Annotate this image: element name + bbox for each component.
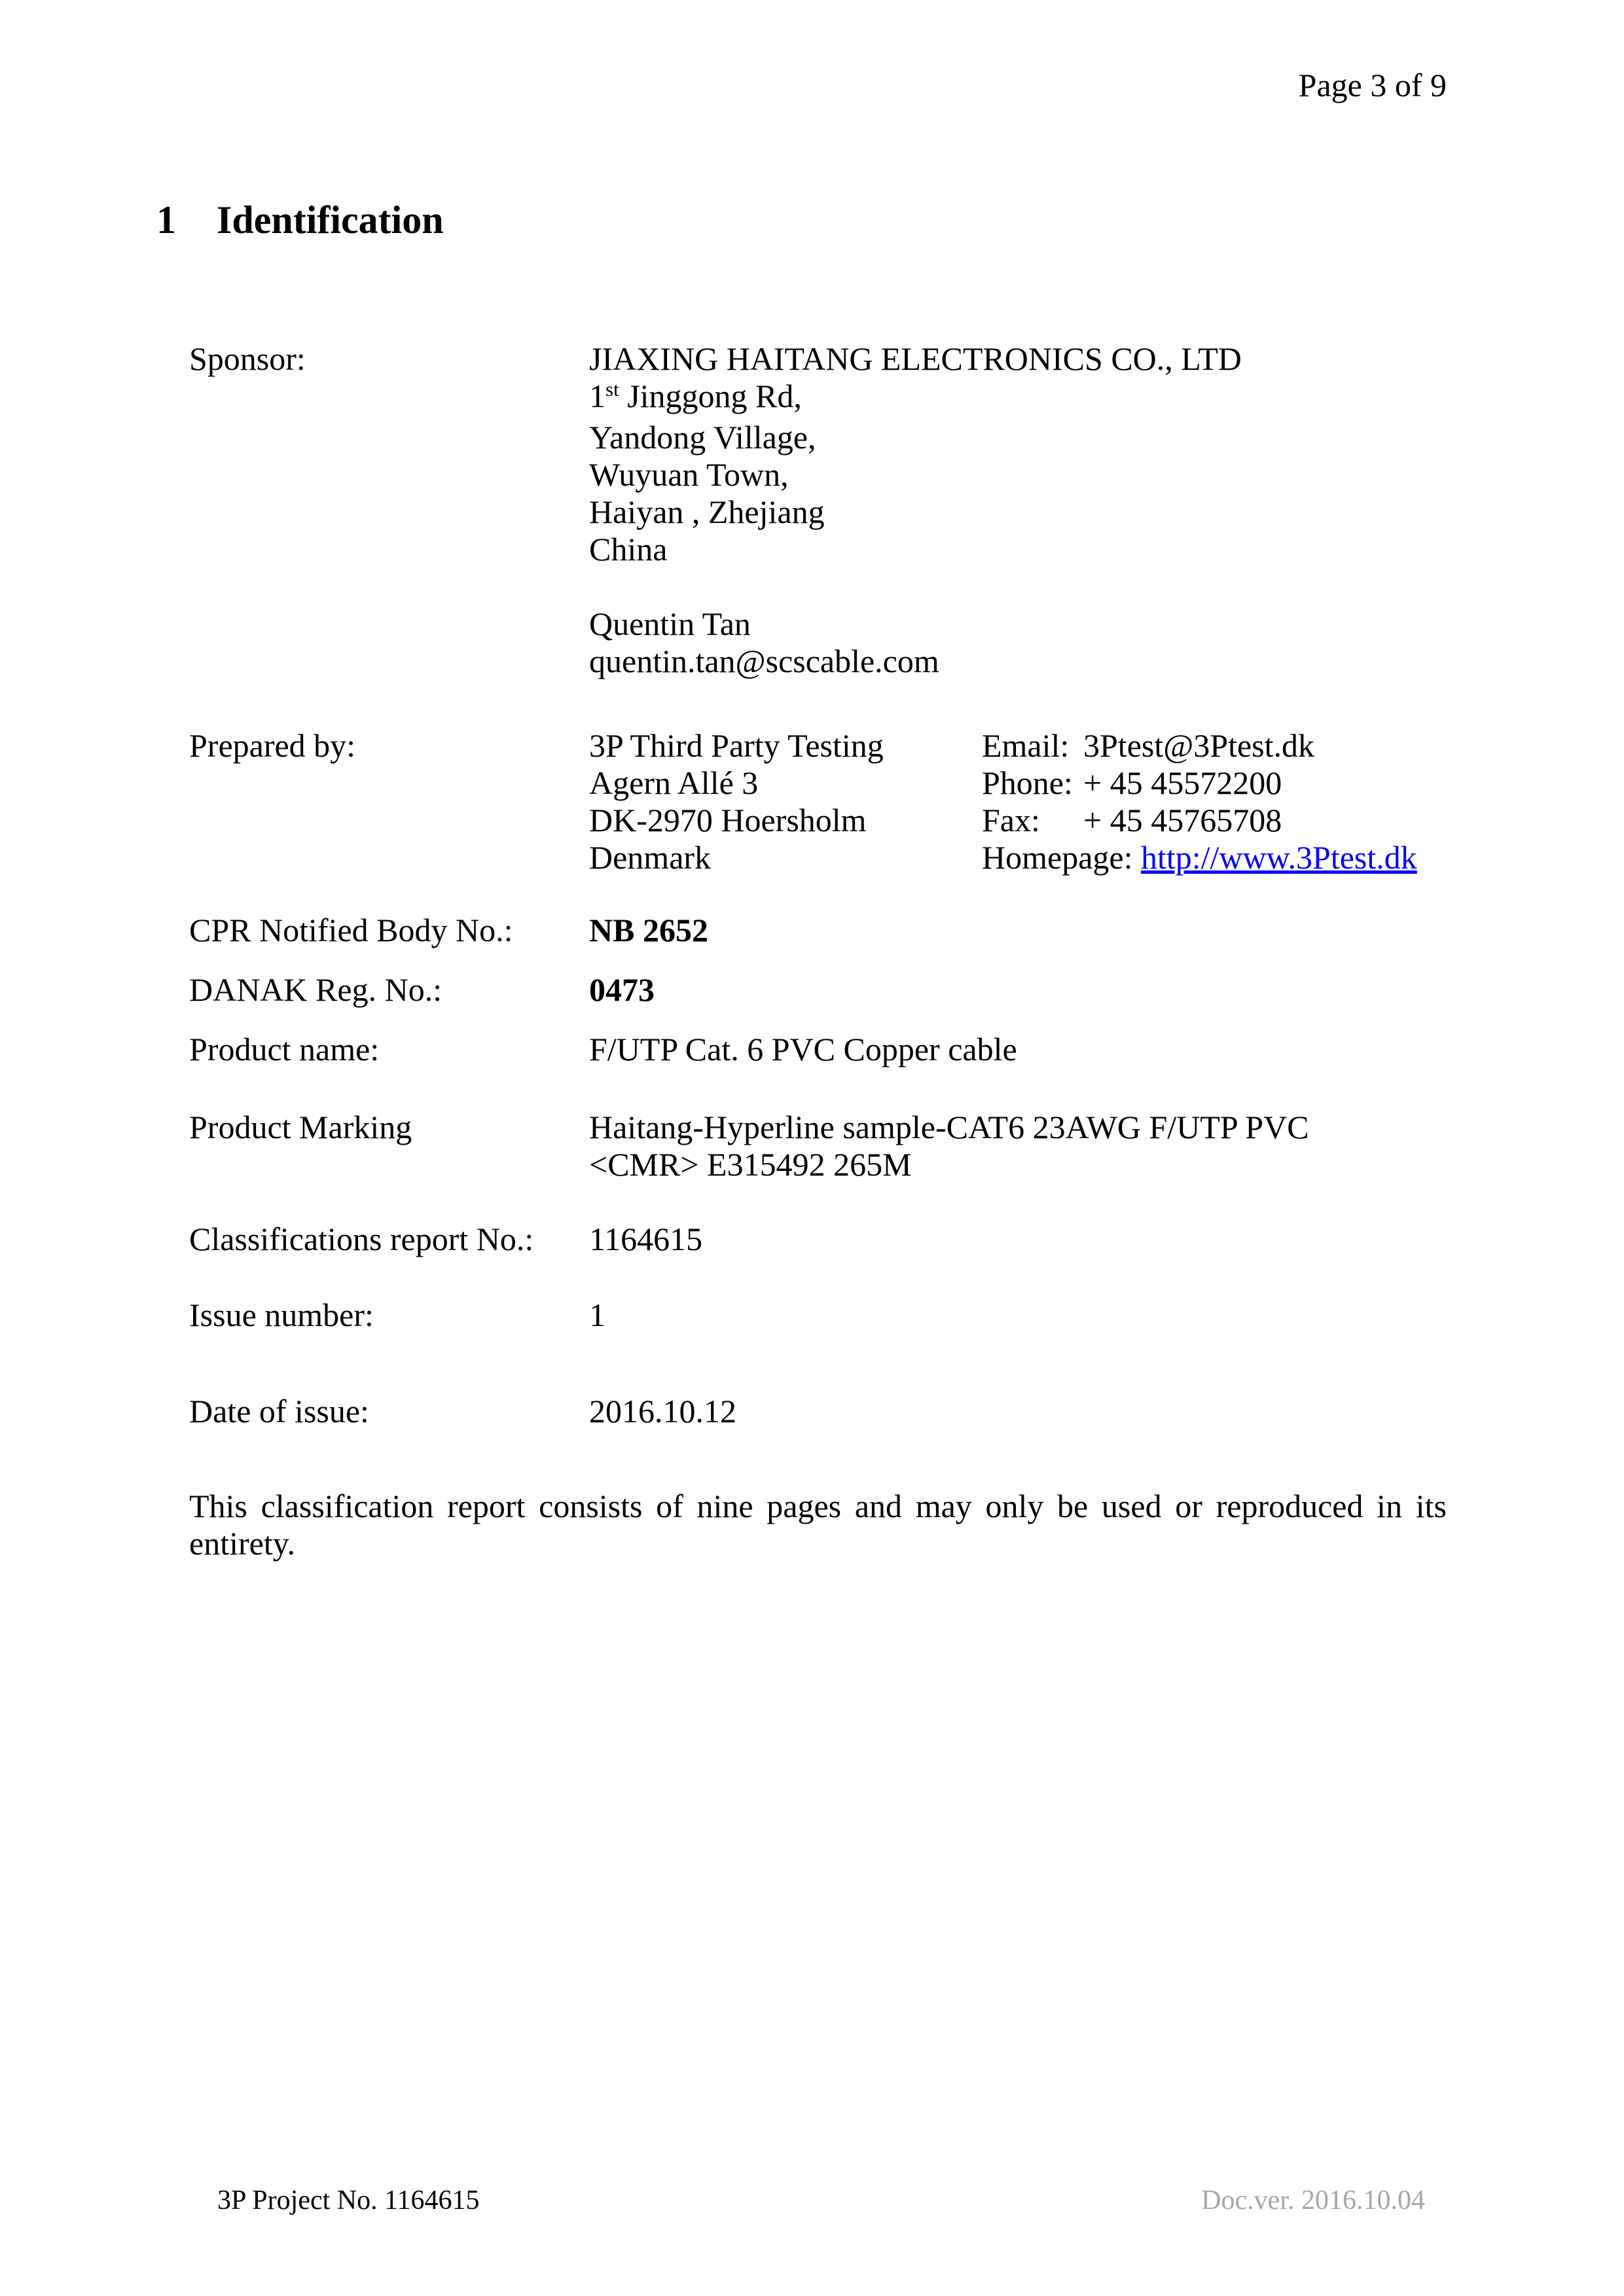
- contact-homepage-line: [982, 839, 1447, 876]
- cpr-notified-body-row: [189, 912, 1447, 949]
- contact-email-line: [982, 727, 1447, 764]
- section-heading: [156, 200, 1447, 240]
- fax-label: Fax:: [982, 802, 1040, 838]
- email-label: Email:: [982, 727, 1070, 764]
- sponsor-contact-email: quentin.tan@scscable.com: [589, 643, 939, 679]
- product-name-label: Product name:: [189, 1031, 380, 1067]
- footer-doc-version: Doc.ver. 2016.10.04: [1201, 2185, 1425, 2215]
- cpr-value: NB 2652: [589, 912, 708, 948]
- issue-number-label: Issue number:: [189, 1297, 374, 1333]
- sponsor-street: [589, 378, 1447, 419]
- sponsor-contact-name: Quentin Tan: [589, 605, 751, 642]
- issue-number-value: 1: [589, 1297, 605, 1333]
- product-marking-row: [189, 1109, 1447, 1183]
- sponsor-address-line: Yandong Village,: [589, 419, 816, 456]
- phone-value: + 45 45572200: [1083, 764, 1282, 801]
- date-of-issue-value: 2016.10.12: [589, 1393, 736, 1429]
- entirety-note: This classification report consists of nine pages and may only be used or reproduced in its entirety.: [189, 1488, 1447, 1562]
- section-number: 1: [156, 198, 176, 242]
- report-number-value: 1164615: [589, 1221, 703, 1257]
- street-number: 1: [589, 378, 605, 414]
- date-of-issue-label: Date of issue:: [189, 1393, 369, 1429]
- product-name-row: [189, 1031, 1447, 1068]
- homepage-label: Homepage:: [982, 839, 1133, 876]
- date-of-issue-row: [189, 1393, 1447, 1430]
- sponsor-value: [589, 340, 1447, 680]
- page-number: Page 3 of 9: [1298, 67, 1447, 103]
- sponsor-label: Sponsor:: [189, 340, 306, 377]
- blank-line: [589, 568, 1447, 605]
- phone-label: Phone:: [982, 764, 1073, 801]
- contact-fax-line: [982, 802, 1447, 839]
- prepared-address-line: DK-2970 Hoersholm: [589, 802, 867, 838]
- homepage-gap: [1132, 839, 1141, 876]
- section-title: Identification: [217, 198, 444, 242]
- sponsor-address-line: Wuyuan Town,: [589, 456, 789, 493]
- sponsor-row: [189, 340, 1447, 680]
- sponsor-company: JIAXING HAITANG ELECTRONICS CO., LTD: [589, 340, 1242, 377]
- sponsor-address-line: Haiyan , Zhejiang: [589, 493, 825, 530]
- cpr-label: CPR Notified Body No.:: [189, 912, 513, 948]
- email-value: 3Ptest@3Ptest.dk: [1083, 727, 1315, 764]
- page-footer: [217, 2185, 1425, 2216]
- sponsor-address-line: China: [589, 531, 668, 567]
- footer-project-number: 3P Project No. 1164615: [217, 2185, 480, 2215]
- product-marking-value: [589, 1109, 1447, 1183]
- prepared-by-label: Prepared by:: [189, 727, 356, 764]
- danak-label: DANAK Reg. No.:: [189, 971, 442, 1008]
- danak-reg-row: [189, 971, 1447, 1009]
- homepage-link[interactable]: http://www.3Ptest.dk: [1140, 839, 1417, 876]
- product-marking-label: Product Marking: [189, 1109, 412, 1145]
- product-name-value: F/UTP Cat. 6 PVC Copper cable: [589, 1031, 1017, 1067]
- product-marking-line2: <CMR> E315492 265M: [589, 1146, 912, 1183]
- danak-value: 0473: [589, 971, 655, 1008]
- prepared-by-row: [189, 727, 1447, 876]
- contact-phone-line: [982, 764, 1447, 802]
- report-number-row: [189, 1221, 1447, 1258]
- product-marking-line1: Haitang-Hyperline sample-CAT6 23AWG F/UTP PVC: [589, 1109, 1309, 1145]
- issue-number-row: [189, 1297, 1447, 1334]
- prepared-address-line: Agern Allé 3: [589, 764, 759, 801]
- prepared-by-contact: [982, 727, 1447, 876]
- street-rest: Jinggong Rd,: [619, 378, 802, 414]
- report-number-label: Classifications report No.:: [189, 1221, 534, 1257]
- prepared-address-line: Denmark: [589, 839, 712, 876]
- prepared-by-address: [589, 727, 982, 876]
- fax-value: + 45 45765708: [1083, 802, 1282, 838]
- street-ordinal: st: [605, 378, 619, 401]
- prepared-address-line: 3P Third Party Testing: [589, 727, 884, 764]
